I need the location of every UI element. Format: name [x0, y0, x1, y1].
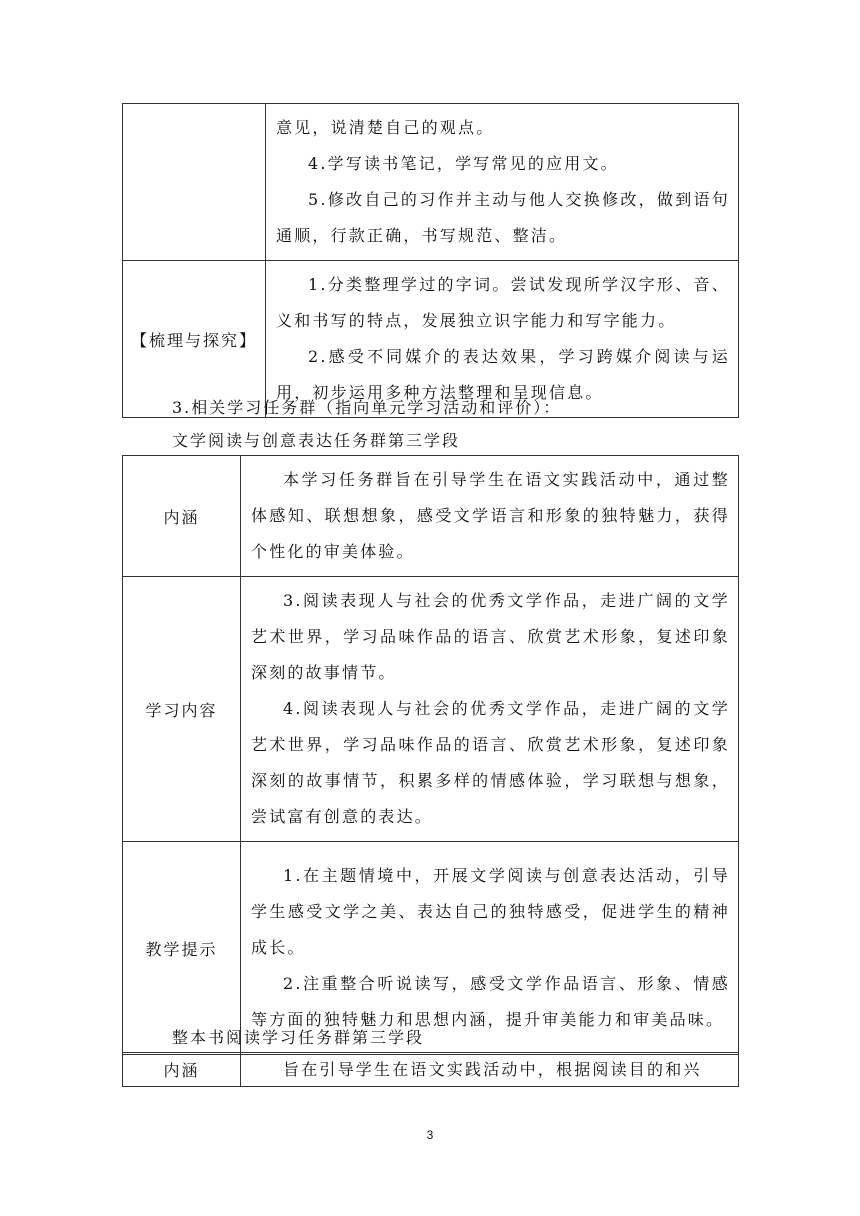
paragraph: 5.修改自己的习作并主动与他人交换修改，做到语句通顺，行款正确，书写规范、整洁。: [276, 190, 730, 245]
paragraph: 1.在主题情境中，开展文学阅读与创意表达活动，引导学生感受文学之美、表达自己的独特感受，促进学生的精神成长。: [251, 866, 730, 957]
page-number: 3: [426, 1128, 434, 1142]
row-label-teaching-tips: 教学提示: [123, 842, 241, 1055]
whole-book-reading-table: [122, 1052, 739, 1087]
table-row: [123, 261, 739, 418]
paragraph: 本学习任务群旨在引导学生在语文实践活动中，通过整体感知、联想想象，感受文学语言和形象的独特魅力，获得个性化的审美体验。: [251, 470, 730, 561]
standards-table-continued: [122, 103, 739, 418]
row-content: [266, 104, 739, 261]
paragraph: 2.感受不同媒介的表达效果，学习跨媒介阅读与运用，初步运用多种方法整理和呈现信息。: [276, 347, 730, 402]
table-row: [123, 577, 739, 842]
paragraph: 3.阅读表现人与社会的优秀文学作品，走进广阔的文学艺术世界，学习品味作品的语言、欣赏艺术形象，复述印象深刻的故事情节。: [251, 591, 730, 682]
row-label-connotation: 内涵: [123, 456, 241, 577]
row-label-learning-content: 学习内容: [123, 577, 241, 842]
literary-reading-table: [122, 455, 739, 1055]
table-row: [123, 1053, 739, 1087]
paragraph: 2.注重整合听说读写，感受文学作品语言、形象、情感等方面的独特魅力和思想内涵，提升审美能力和审美品味。: [251, 974, 730, 1029]
row-content: [266, 261, 739, 418]
paragraph: 旨在引导学生在语文实践活动中，根据阅读目的和兴: [283, 1059, 702, 1079]
section-heading: 3.相关学习任务群（指向单元学习活动和评价）：: [172, 398, 562, 417]
table-caption-whole-book-reading: 整本书阅读学习任务群第三学段: [172, 1028, 425, 1047]
row-label-sorting-exploring: 【梳理与探究】: [123, 261, 266, 418]
row-content: [241, 842, 739, 1055]
row-content: [241, 577, 739, 842]
table-row: [123, 842, 739, 1055]
paragraph: 4.阅读表现人与社会的优秀文学作品，走进广阔的文学艺术世界，学习品味作品的语言、欣赏艺术形象，复述印象深刻的故事情节，积累多样的情感体验，学习联想与想象，尝试富有创意的表达。: [251, 699, 730, 826]
row-label-empty: [123, 104, 266, 261]
paragraph: 意见，说清楚自己的观点。: [276, 118, 495, 137]
table-row: [123, 456, 739, 577]
paragraph: 1.分类整理学过的字词。尝试发现所学汉字形、音、义和书写的特点，发展独立识字能力和写字能力。: [276, 275, 730, 330]
table-caption-literary-reading: 文学阅读与创意表达任务群第三学段: [172, 431, 461, 450]
row-label-connotation: 内涵: [123, 1053, 241, 1087]
row-content: [241, 1053, 739, 1087]
paragraph: 4.学写读书笔记，学写常见的应用文。: [308, 154, 619, 173]
row-content: [241, 456, 739, 577]
table-row: [123, 104, 739, 261]
